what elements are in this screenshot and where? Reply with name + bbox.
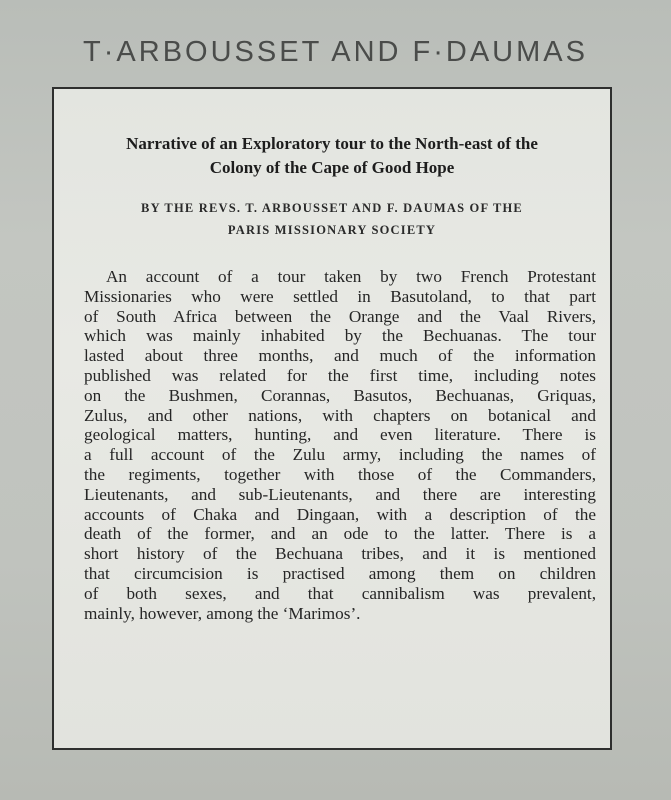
description-line: lasted about three months, and much of the information bbox=[84, 346, 596, 366]
description-line: accounts of Chaka and Dingaan, with a description of the bbox=[84, 504, 596, 524]
authors-line: PARIS MISSIONARY SOCIETY bbox=[227, 223, 437, 237]
book-title bbox=[54, 132, 610, 180]
description-line: which was mainly inhabited by the Bechuanas. The tour bbox=[84, 326, 596, 346]
book-title-line: Narrative of an Exploratory tour to the North-east of the bbox=[126, 134, 538, 153]
description-line: An account of a tour taken by two French Protestant bbox=[106, 267, 596, 286]
description-line: death of the former, and an ode to the latter. There is a bbox=[84, 524, 596, 544]
description-line: on the Bushmen, Corannas, Basutos, Bechuanas, Griquas, bbox=[84, 385, 596, 405]
book-authors bbox=[54, 197, 610, 241]
description-line: of South Africa between the Orange and the Vaal Rivers, bbox=[84, 306, 596, 326]
description-line: the regiments, together with those of the Commanders, bbox=[84, 464, 596, 484]
description-line: mainly, however, among the ‘Marimos’. bbox=[84, 603, 361, 623]
book-description bbox=[84, 267, 596, 623]
description-line: of both sexes, and that cannibalism was prevalent, bbox=[84, 583, 596, 603]
description-line: geological matters, hunting, and even literature. There is bbox=[84, 425, 596, 445]
book-title-line: Colony of the Cape of Good Hope bbox=[209, 158, 455, 177]
book-description-panel bbox=[52, 87, 612, 750]
authors-line: BY THE REVS. T. ARBOUSSET AND F. DAUMAS OF THE bbox=[141, 201, 523, 215]
description-line: published was related for the first time, including notes bbox=[84, 365, 596, 385]
description-line: short history of the Bechuana tribes, and it is mentioned bbox=[84, 544, 596, 564]
description-line: that circumcision is practised among them on children bbox=[84, 563, 596, 583]
page-header-title: T·ARBOUSSET AND F·DAUMAS bbox=[83, 36, 588, 68]
description-line: Zulus, and other nations, with chapters on botanical and bbox=[84, 405, 596, 425]
description-line: Lieutenants, and sub-Lieutenants, and there are interesting bbox=[84, 484, 596, 504]
description-line: Missionaries who were settled in Basutoland, to that part bbox=[84, 286, 596, 306]
description-line: a full account of the Zulu army, including the names of bbox=[84, 445, 596, 465]
